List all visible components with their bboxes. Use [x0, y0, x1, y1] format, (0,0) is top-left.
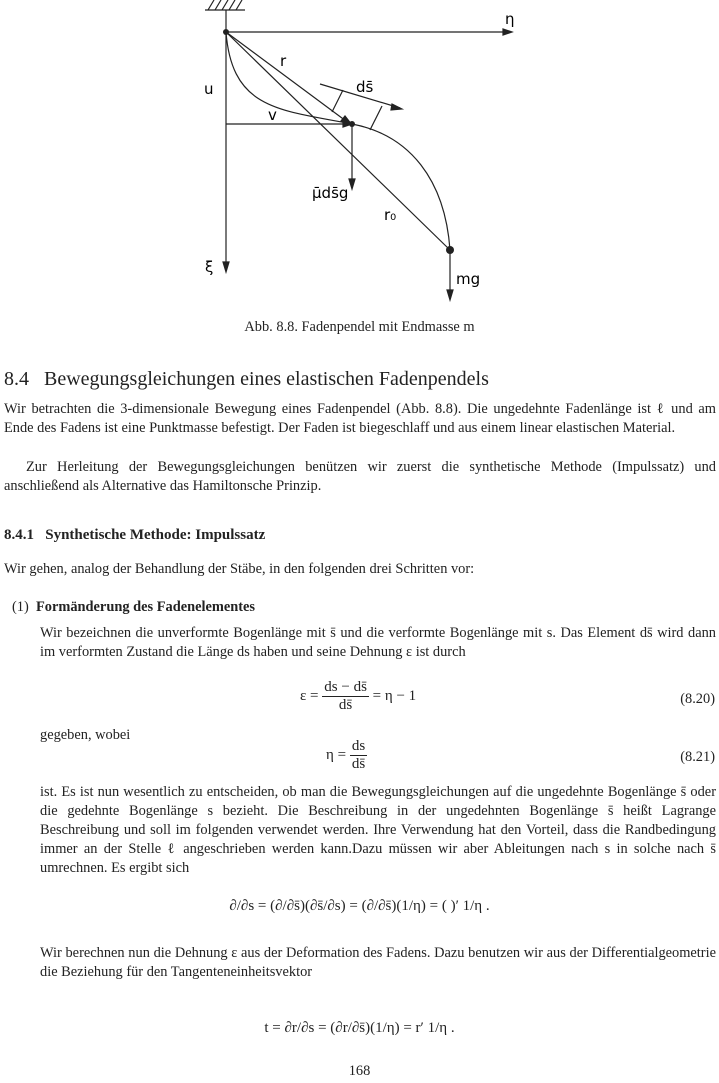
eq1-rhs: = η − 1 — [372, 687, 417, 704]
equation-tangent: t = ∂r/∂s = (∂r/∂s̄)(1/η) = r′ 1/η . — [264, 1020, 455, 1036]
eq1-number: (8.20) — [680, 691, 715, 707]
equation-derivative: ∂/∂s = (∂/∂s̄)(∂s̄/∂s) = (∂/∂s̄)(1/η) = ( )′ 1/η . — [229, 898, 490, 914]
mu-ds-g-label: μ̄ds̄g — [312, 184, 349, 202]
step1-heading — [12, 598, 255, 617]
section-number: 8.4 — [4, 368, 29, 390]
eq1-lhs: ε = — [300, 687, 319, 704]
section-title: Bewegungsgleichungen eines elastischen Fadenpendels — [44, 368, 489, 390]
step1-paragraph-4: Wir berechnen nun die Dehnung ε aus der Deformation des Fadens. Dazu benutzen wir aus der Differentialgeometrie die Beziehung für den Tangenteneinheitsvektor — [40, 945, 716, 980]
step1-title: Formänderung des Fadenelementes — [35, 599, 256, 615]
subsection-number: 8.4.1 — [4, 527, 34, 543]
eq2-number: (8.21) — [680, 749, 715, 765]
subsection-title: Synthetische Methode: Impulssatz — [45, 527, 266, 543]
eta-label: η — [505, 10, 515, 28]
r-label: r — [280, 52, 287, 70]
step1-paragraph-3: ist. Es ist nun wesentlich zu entscheiden, ob man die Bewegungsgleichungen auf die ungedehnte Bogenlänge s̄ oder die gedehnte Bogenlänge s bezieht. Die Beschreibung in der ungedehnten Bogenlänge s̄ heißt Lagrange Beschreibung und soll im folgenden verwendet werden. Ihre Verwendung hat den Vorteil, dass die Randbedingung immer an der Stelle ℓ angeschrieben werden kann.Dazu müssen wir aber Ableitungen nach s in solche nach s̄ umrechnen. Es ergibt sich — [40, 784, 716, 876]
page-number: 168 — [348, 1063, 371, 1079]
pendulum-figure — [0, 0, 719, 320]
equation-8-21 — [326, 738, 367, 773]
step1-paragraph-2: gegeben, wobei — [40, 727, 131, 743]
section-heading — [4, 368, 489, 391]
eq1-denominator: ds̄ — [338, 697, 353, 713]
step1-paragraph-1: Wir bezeichnen die unverformte Bogenlänge mit s̄ und die verformte Bogenlänge mit s. Das Element ds̄ wird dann im verformten Zustand die Länge ds haben und seine Dehnung ε ist durch — [40, 625, 716, 660]
xi-label: ξ — [205, 258, 214, 276]
eq2-denominator: ds̄ — [351, 756, 366, 772]
eq2-lhs: η = — [326, 746, 347, 763]
ds-label: ds̄ — [356, 78, 374, 96]
subsection-heading — [4, 527, 265, 544]
origin-point — [223, 29, 229, 35]
eq1-numerator: ds − ds̄ — [324, 679, 367, 695]
v-label: v — [268, 106, 277, 124]
r0-vector — [226, 32, 450, 250]
r0-label: r₀ — [384, 206, 397, 224]
step1-number: (1) — [12, 599, 29, 615]
paragraph-1: Wir betrachten die 3-dimensionale Bewegung eines Fadenpendel (Abb. 8.8). Die ungedehnte Fadenlänge ist ℓ und am Ende des Fadens ist eine Punktmasse befestigt. Der Faden ist biegeschlaff und aus einem linear elastischen Material. — [4, 401, 716, 436]
figure-caption: Abb. 8.8. Fadenpendel mit Endmasse m — [244, 319, 475, 335]
element-point — [349, 121, 355, 127]
u-label: u — [204, 80, 214, 98]
mass-point — [446, 246, 454, 254]
equation-8-20 — [300, 679, 416, 714]
paragraph-2: Zur Herleitung der Bewegungsgleichungen benützen wir zuerst die synthetische Methode (Impulssatz) und anschließend als Alternative das Hamiltonsche Prinzip. — [4, 459, 716, 494]
intro-text: Wir gehen, analog der Behandlung der Stäbe, in den folgenden drei Schritten vor: — [4, 561, 475, 577]
support-hatch — [208, 0, 242, 10]
r-vector — [226, 32, 350, 124]
eq2-numerator: ds — [351, 738, 366, 754]
mg-label: mg — [456, 270, 481, 288]
